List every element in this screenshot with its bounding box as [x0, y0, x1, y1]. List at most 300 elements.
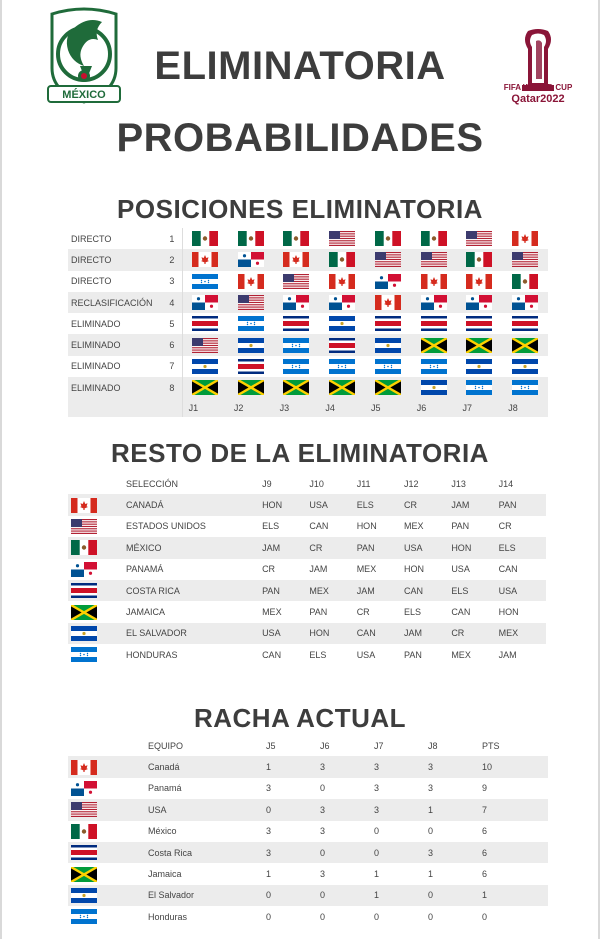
matchday-points-cell: 0 — [374, 826, 380, 837]
opponent-cell: ELS — [499, 537, 546, 558]
matchday-points-cell: 3 — [428, 842, 482, 863]
opponent-cell: CAN — [309, 521, 329, 532]
position-flag-cell — [365, 271, 411, 292]
honduras-flag-icon — [283, 359, 309, 374]
opponent-cell: CAN — [357, 623, 404, 644]
position-flag-cell — [457, 356, 503, 377]
panama-flag-icon — [375, 274, 401, 289]
position-flag-cell — [274, 377, 320, 398]
costa-rica-flag-icon — [71, 845, 97, 860]
points-cell: 6 — [482, 869, 488, 880]
position-flag-cell — [411, 356, 457, 377]
opponent-cell: JAM — [404, 623, 451, 644]
streak-row — [68, 821, 548, 842]
streak-header-cell: J8 — [428, 740, 438, 751]
opponent-cell: CAN — [404, 580, 451, 601]
matchday-points-cell: 0 — [428, 826, 434, 837]
position-flag-cell — [274, 313, 320, 334]
opponent-cell: MEX — [404, 521, 424, 532]
panama-flag-icon — [329, 295, 355, 310]
el-salvador-flag-icon — [421, 380, 447, 395]
streak-row — [68, 842, 548, 863]
position-flag-cell — [228, 356, 274, 377]
matchday-points-cell: 3 — [266, 826, 272, 837]
position-flag-cell — [457, 377, 503, 398]
position-flag-cell — [274, 334, 320, 355]
matchday-points-cell: 3 — [428, 783, 434, 794]
points-cell: 6 — [482, 842, 548, 863]
position-flag-cell — [319, 271, 365, 292]
el-salvador-flag-icon — [71, 888, 97, 903]
matchday-points-cell: 3 — [428, 756, 482, 777]
remaining-row — [68, 537, 546, 558]
team-name: Honduras — [148, 911, 188, 922]
canada-flag-icon — [329, 274, 355, 289]
streak-row — [68, 906, 548, 927]
positions-table — [68, 228, 548, 417]
page-title-line2: PROBABILIDADES — [116, 116, 484, 160]
honduras-flag-icon — [466, 380, 492, 395]
team-flag-cell — [68, 842, 148, 863]
jamaica-flag-icon — [71, 867, 97, 882]
position-status-label: ELIMINADO — [71, 361, 121, 372]
mexico-flag-icon — [375, 231, 401, 246]
position-flag-cell — [502, 313, 548, 334]
matchday-points-cell: 0 — [428, 885, 482, 906]
opponent-cell: HON — [498, 607, 519, 618]
canada-flag-icon — [71, 760, 97, 775]
panama-flag-icon — [283, 295, 309, 310]
points-cell: 7 — [482, 799, 548, 820]
opponent-cell: PAN — [499, 494, 546, 515]
opponent-cell: CR — [404, 494, 451, 515]
costa-rica-flag-icon — [329, 338, 355, 353]
team-flag-cell — [68, 559, 126, 580]
opponent-cell: CR — [451, 623, 498, 644]
streak-header-cell: J7 — [374, 740, 384, 751]
matchday-points-cell: 1 — [374, 885, 428, 906]
position-flag-cell — [457, 292, 503, 313]
position-flag-cell — [365, 313, 411, 334]
team-name: PANAMÁ — [126, 564, 164, 575]
remaining-header-cell: J13 — [451, 478, 466, 489]
position-number: 7 — [162, 356, 182, 377]
position-flag-cell — [274, 249, 320, 270]
team-flag-cell — [68, 799, 148, 820]
position-status-label: ELIMINADO — [68, 377, 162, 398]
position-flag-cell — [411, 292, 457, 313]
mexico-flag-icon — [421, 231, 447, 246]
position-flag-cell — [457, 313, 503, 334]
matchday-label: J4 — [319, 398, 365, 417]
position-flag-cell — [319, 313, 365, 334]
position-flag-cell — [365, 292, 411, 313]
position-flag-cell — [274, 356, 320, 377]
position-flag-cell — [411, 377, 457, 398]
position-flag-cell — [228, 334, 274, 355]
remaining-header-cell: J10 — [309, 478, 324, 489]
streak-row — [68, 778, 548, 799]
panama-flag-icon — [421, 295, 447, 310]
el-salvador-flag-icon — [329, 316, 355, 331]
honduras-flag-icon — [329, 359, 355, 374]
position-flag-cell — [274, 292, 320, 313]
position-flag-cell — [228, 292, 274, 313]
el-salvador-flag-icon — [192, 359, 218, 374]
panama-flag-icon — [238, 252, 264, 267]
usa-flag-icon — [238, 295, 264, 310]
position-status-label: DIRECTO — [68, 249, 162, 270]
remaining-row — [68, 623, 546, 644]
opponent-cell: JAM — [451, 494, 498, 515]
opponent-cell: MEX — [262, 607, 282, 618]
opponent-cell: JAM — [262, 537, 309, 558]
team-name: México — [148, 826, 177, 837]
points-cell: 1 — [482, 885, 548, 906]
position-status-label: ELIMINADO — [68, 334, 162, 355]
matchday-points-cell: 3 — [374, 799, 428, 820]
opponent-cell: CR — [356, 607, 370, 618]
team-flag-cell — [68, 537, 126, 558]
matchday-points-cell: 0 — [266, 799, 320, 820]
usa-flag-icon — [512, 252, 538, 267]
mexico-flag-icon — [283, 231, 309, 246]
page-title-line1: ELIMINATORIA — [154, 44, 446, 88]
canada-flag-icon — [375, 295, 401, 310]
matchday-points-cell: 3 — [374, 756, 428, 777]
positions-footer-blank — [162, 398, 182, 417]
el-salvador-flag-icon — [512, 359, 538, 374]
canada-flag-icon — [283, 252, 309, 267]
team-flag-cell — [68, 756, 148, 777]
streak-row — [68, 863, 548, 884]
qatar-logo-line1: FIFA WORLD CUP — [503, 83, 573, 92]
position-flag-cell — [411, 271, 457, 292]
team-flag-cell — [68, 906, 148, 927]
positions-row — [68, 377, 548, 398]
matchday-points-cell: 3 — [266, 842, 320, 863]
position-number: 6 — [162, 334, 182, 355]
matchday-label: J7 — [457, 398, 503, 417]
points-cell: 6 — [482, 826, 488, 837]
team-flag-cell — [68, 580, 126, 601]
usa-flag-icon — [71, 519, 97, 534]
matchday-points-cell: 0 — [320, 911, 326, 922]
opponent-cell: MEX — [356, 564, 377, 575]
canada-flag-icon — [192, 252, 218, 267]
position-flag-cell — [319, 292, 365, 313]
position-flag-cell — [502, 334, 548, 355]
matchday-points-cell: 0 — [374, 842, 428, 863]
current-streak-table — [68, 735, 548, 928]
matchday-label: J2 — [228, 398, 274, 417]
opponent-cell: CR — [309, 537, 356, 558]
matchday-points-cell: 3 — [320, 799, 374, 820]
team-name: COSTA RICA — [126, 580, 262, 601]
position-number: 4 — [162, 292, 182, 313]
matchday-points-cell: 3 — [266, 783, 272, 794]
opponent-cell: PAN — [357, 537, 404, 558]
opponent-cell: USA — [262, 623, 309, 644]
matchday-label: J5 — [365, 398, 411, 417]
position-flag-cell — [502, 228, 548, 249]
el-salvador-flag-icon — [375, 338, 401, 353]
panama-flag-icon — [512, 295, 538, 310]
honduras-flag-icon — [375, 359, 401, 374]
opponent-cell: ELS — [262, 521, 280, 532]
mexico-flag-icon — [71, 824, 97, 839]
mexico-flag-icon — [71, 540, 97, 555]
opponent-cell: USA — [499, 580, 546, 601]
mexico-logo-text: MÉXICO — [62, 89, 106, 101]
matchday-points-cell: 0 — [266, 911, 272, 922]
matchday-points-cell: 1 — [428, 869, 434, 880]
jamaica-flag-icon — [238, 380, 264, 395]
team-name: JAMAICA — [126, 607, 166, 618]
opponent-cell: MEX — [451, 649, 471, 660]
matchday-label: J8 — [502, 398, 548, 417]
costa-rica-flag-icon — [283, 316, 309, 331]
position-flag-cell — [365, 356, 411, 377]
position-flag-cell — [182, 292, 228, 313]
positions-row — [68, 249, 548, 270]
position-status-label: DIRECTO — [71, 233, 112, 244]
matchday-points-cell: 0 — [374, 911, 380, 922]
team-name: MÉXICO — [126, 537, 262, 558]
opponent-cell: MEX — [499, 623, 546, 644]
position-flag-cell — [182, 228, 228, 249]
positions-row — [68, 356, 548, 377]
opponent-cell: JAM — [309, 564, 328, 575]
matchday-points-cell: 0 — [320, 885, 374, 906]
position-flag-cell — [182, 334, 228, 355]
points-cell: 0 — [482, 911, 488, 922]
mexico-flag-icon — [238, 231, 264, 246]
position-flag-cell — [228, 271, 274, 292]
mexico-flag-icon — [329, 252, 355, 267]
points-cell: 10 — [482, 756, 548, 777]
positions-footer-row — [68, 398, 548, 417]
position-flag-cell — [457, 334, 503, 355]
position-status-label: DIRECTO — [71, 276, 112, 287]
position-flag-cell — [502, 377, 548, 398]
honduras-flag-icon — [421, 359, 447, 374]
positions-row — [68, 292, 548, 313]
jamaica-flag-icon — [375, 380, 401, 395]
costa-rica-flag-icon — [238, 359, 264, 374]
remaining-header-cell: SELECCIÓN — [126, 478, 179, 489]
matchday-points-cell: 0 — [320, 842, 374, 863]
matchday-label: J6 — [411, 398, 457, 417]
position-flag-cell — [411, 228, 457, 249]
team-name: HONDURAS — [126, 649, 178, 660]
opponent-cell: PAN — [404, 649, 422, 660]
canada-flag-icon — [238, 274, 264, 289]
positions-row — [68, 228, 548, 249]
honduras-flag-icon — [71, 647, 97, 662]
team-name: CANADÁ — [126, 494, 262, 515]
panama-flag-icon — [192, 295, 218, 310]
position-flag-cell — [457, 271, 503, 292]
remaining-row — [68, 559, 546, 580]
qatar-logo-line2: Qatar2022 — [511, 93, 565, 105]
opponent-cell: ELS — [309, 649, 327, 660]
position-flag-cell — [228, 228, 274, 249]
opponent-cell: PAN — [451, 521, 470, 532]
matchday-points-cell: 1 — [374, 869, 380, 880]
position-flag-cell — [228, 249, 274, 270]
opponent-cell: CAN — [498, 564, 518, 575]
honduras-flag-icon — [512, 380, 538, 395]
team-name: Jamaica — [148, 869, 182, 880]
team-name: El Salvador — [148, 885, 266, 906]
position-flag-cell — [319, 356, 365, 377]
position-flag-cell — [182, 377, 228, 398]
position-flag-cell — [365, 249, 411, 270]
team-name: Costa Rica — [148, 842, 266, 863]
team-flag-cell — [68, 821, 148, 842]
positions-row — [68, 313, 548, 334]
costa-rica-flag-icon — [512, 316, 538, 331]
position-flag-cell — [411, 249, 457, 270]
team-flag-cell — [68, 623, 126, 644]
position-number: 8 — [162, 377, 182, 398]
el-salvador-flag-icon — [71, 626, 97, 641]
mexico-flag-icon — [466, 252, 492, 267]
remaining-row — [68, 516, 546, 537]
position-number: 5 — [162, 313, 182, 334]
remaining-header-cell: J11 — [356, 478, 371, 489]
usa-flag-icon — [421, 252, 447, 267]
opponent-cell: ELS — [451, 580, 498, 601]
costa-rica-flag-icon — [421, 316, 447, 331]
team-name: USA — [148, 799, 266, 820]
canada-flag-icon — [466, 274, 492, 289]
team-flag-cell — [68, 601, 126, 622]
position-flag-cell — [274, 271, 320, 292]
position-flag-cell — [365, 228, 411, 249]
remaining-header-cell: J14 — [498, 478, 514, 489]
opponent-cell: HON — [451, 537, 498, 558]
matchday-points-cell: 1 — [428, 799, 482, 820]
mexico-flag-icon — [512, 274, 538, 289]
positions-footer-blank — [68, 398, 162, 417]
usa-flag-icon — [283, 274, 309, 289]
team-flag-cell — [68, 516, 126, 537]
jamaica-flag-icon — [421, 338, 447, 353]
position-status-label: RECLASIFICACIÓN — [68, 292, 162, 313]
matchday-points-cell: 3 — [320, 826, 326, 837]
streak-row — [68, 756, 548, 777]
positions-row — [68, 271, 548, 292]
jamaica-flag-icon — [192, 380, 218, 395]
matchday-points-cell: 1 — [266, 756, 320, 777]
position-flag-cell — [319, 377, 365, 398]
position-status-label: ELIMINADO — [71, 318, 121, 329]
position-flag-cell — [411, 313, 457, 334]
remaining-schedule-table — [68, 473, 546, 666]
matchday-points-cell: 1 — [266, 869, 272, 880]
matchday-points-cell: 3 — [320, 869, 326, 880]
remaining-header-cell: J9 — [262, 478, 272, 489]
opponent-cell: HON — [404, 564, 424, 575]
streak-header-cell: PTS — [482, 740, 500, 751]
positions-row — [68, 334, 548, 355]
matchday-points-cell: 3 — [374, 783, 380, 794]
remaining-header-row — [68, 473, 546, 494]
usa-flag-icon — [329, 231, 355, 246]
opponent-cell: ELS — [357, 494, 404, 515]
jamaica-flag-icon — [512, 338, 538, 353]
mexico-flag-icon — [192, 231, 218, 246]
position-flag-cell — [182, 313, 228, 334]
panama-flag-icon — [71, 562, 97, 577]
position-flag-cell — [457, 249, 503, 270]
position-flag-cell — [365, 334, 411, 355]
opponent-cell: USA — [451, 564, 470, 575]
position-flag-cell — [319, 249, 365, 270]
opponent-cell: PAN — [262, 580, 309, 601]
honduras-flag-icon — [192, 274, 218, 289]
streak-header-cell: J6 — [320, 740, 330, 751]
streak-header-cell: EQUIPO — [148, 740, 184, 751]
opponent-cell: USA — [404, 537, 451, 558]
team-flag-cell — [68, 644, 126, 665]
position-number: 3 — [162, 271, 182, 292]
position-flag-cell — [457, 228, 503, 249]
usa-flag-icon — [71, 802, 97, 817]
team-name: Panamá — [148, 783, 182, 794]
opponent-cell: USA — [356, 649, 376, 660]
remaining-section-title: RESTO DE LA ELIMINATORIA — [111, 438, 489, 468]
opponent-cell: CAN — [451, 607, 471, 618]
streak-section-title: RACHA ACTUAL — [193, 703, 407, 733]
position-number: 2 — [162, 249, 182, 270]
canada-flag-icon — [71, 498, 97, 513]
honduras-flag-icon — [71, 909, 97, 924]
team-flag-cell — [68, 863, 148, 884]
canada-flag-icon — [421, 274, 447, 289]
remaining-row — [68, 644, 546, 665]
opponent-cell: USA — [309, 494, 356, 515]
position-flag-cell — [502, 292, 548, 313]
streak-header-row — [68, 735, 548, 756]
remaining-header-cell: J12 — [404, 478, 419, 489]
team-flag-cell — [68, 494, 126, 515]
costa-rica-flag-icon — [71, 583, 97, 598]
jamaica-flag-icon — [466, 338, 492, 353]
opponent-cell: JAM — [357, 580, 404, 601]
remaining-header-blank — [68, 473, 126, 494]
matchday-points-cell: 3 — [320, 756, 374, 777]
position-flag-cell — [319, 228, 365, 249]
remaining-row — [68, 580, 546, 601]
position-flag-cell — [502, 271, 548, 292]
canada-flag-icon — [512, 231, 538, 246]
position-flag-cell — [228, 377, 274, 398]
position-flag-cell — [182, 271, 228, 292]
matchday-points-cell: 0 — [266, 885, 320, 906]
team-name: EL SALVADOR — [126, 623, 262, 644]
position-flag-cell — [502, 356, 548, 377]
honduras-flag-icon — [283, 338, 309, 353]
jamaica-flag-icon — [71, 605, 97, 620]
streak-row — [68, 799, 548, 820]
el-salvador-flag-icon — [466, 359, 492, 374]
matchday-label: J1 — [182, 398, 228, 417]
jamaica-flag-icon — [283, 380, 309, 395]
panama-flag-icon — [466, 295, 492, 310]
